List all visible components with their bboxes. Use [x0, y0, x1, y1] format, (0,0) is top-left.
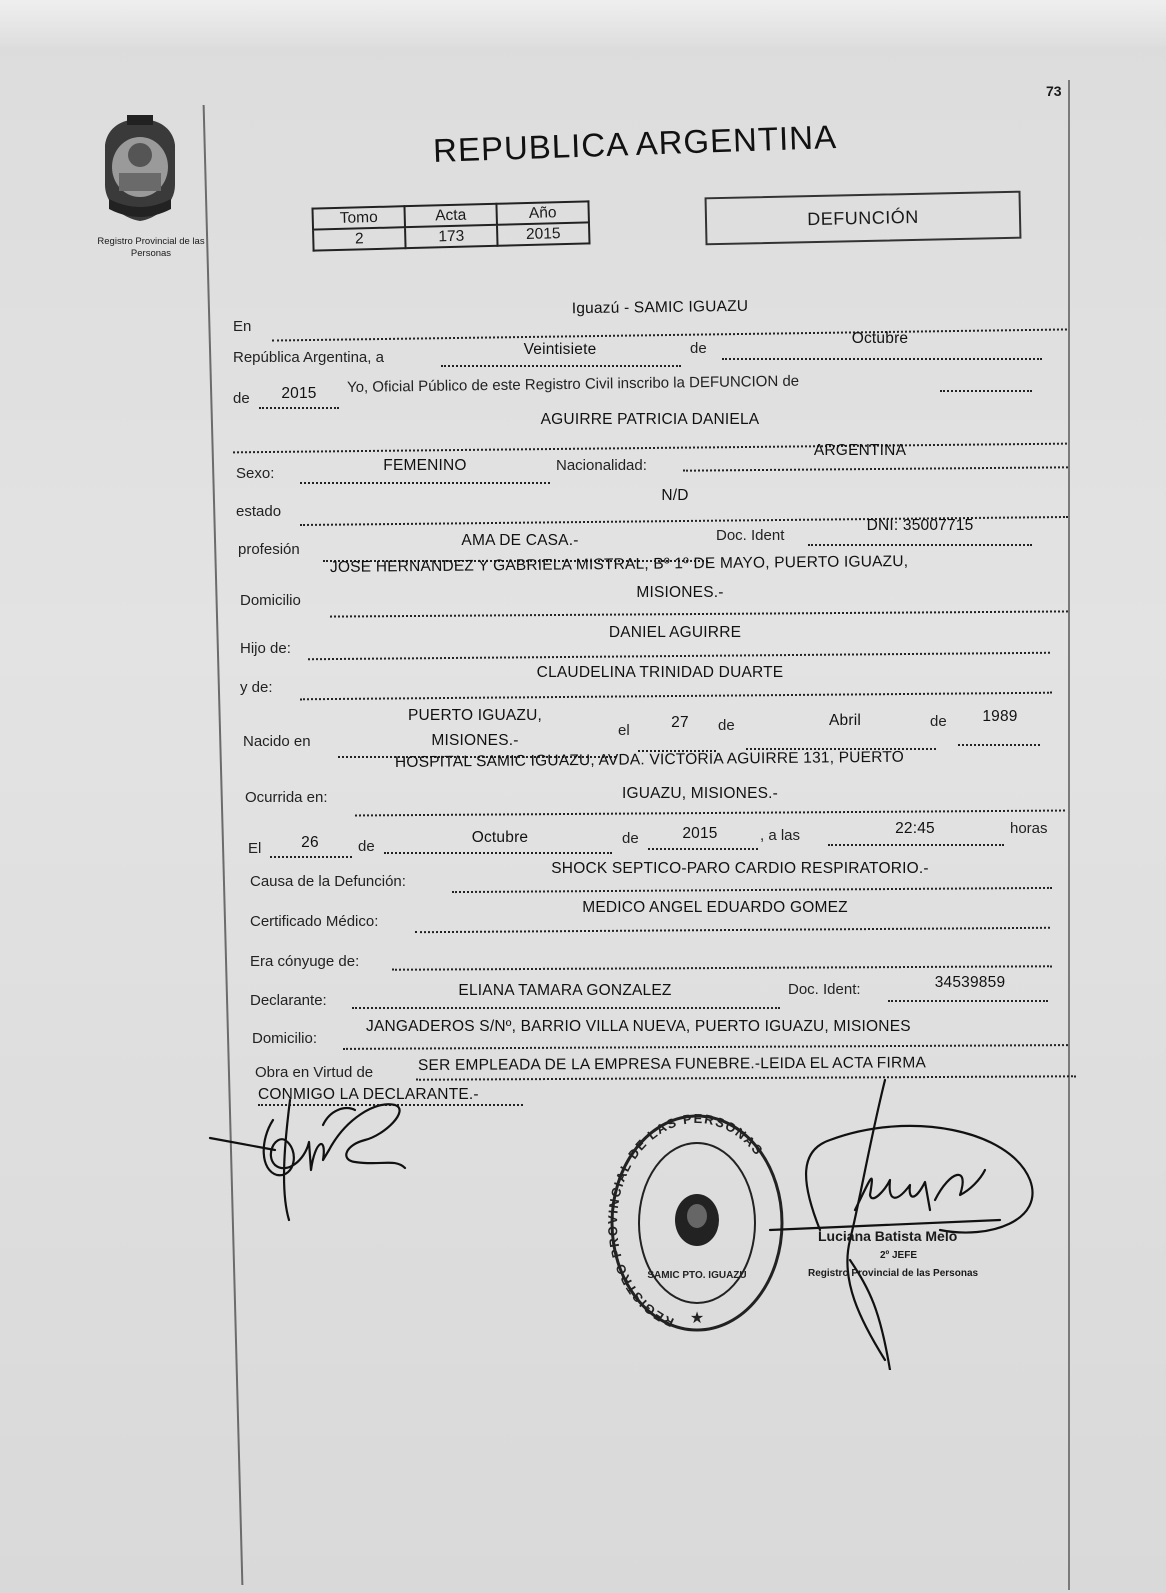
madre-line: [300, 692, 1052, 701]
padre-line: [308, 652, 1050, 660]
ocurrida-line1-value: HOSPITAL SAMIC IGUAZU, AVDA. VICTORIA AGUIRRE 131, PUERTO: [394, 748, 905, 771]
certificado-value: MEDICO ANGEL EDUARDO GOMEZ: [582, 899, 848, 916]
de-label-1: de: [690, 340, 707, 357]
de-label-3: de: [718, 717, 735, 734]
birth-month-value: Abril: [828, 712, 861, 729]
death-time-value: 22:45: [895, 820, 935, 837]
conyuge-label: Era cónyuge de:: [250, 953, 360, 970]
de-label-5: de: [358, 838, 375, 855]
ocurrida-line2-value: IGUAZU, MISIONES.-: [621, 785, 779, 802]
republica-label: República Argentina, a: [233, 349, 384, 366]
year-value: 2015: [281, 385, 317, 402]
birth-year-value: 1989: [982, 708, 1018, 725]
de-label-4: de: [930, 713, 947, 730]
ocurrida-line: [355, 810, 1065, 817]
death-day-value: 26: [301, 834, 319, 851]
birth-day-value: 27: [671, 714, 689, 731]
declarante-value: ELIANA TAMARA GONZALEZ: [458, 982, 672, 999]
yo-text: Yo, Oficial Público de este Registro Civil inscribo la DEFUNCION de: [346, 372, 800, 396]
provincial-coat-of-arms-icon: [95, 115, 185, 225]
domicilio2-label: Domicilio:: [252, 1030, 318, 1047]
de-label-6: de: [622, 830, 639, 847]
official-name: Luciana Batista Melo: [818, 1228, 958, 1244]
obra-line1-value: SER EMPLEADA DE LA EMPRESA FUNEBRE.-LEIDA EL ACTA FIRMA: [417, 1054, 927, 1074]
acta-header: Acta: [404, 204, 497, 227]
tomo-header: Tomo: [312, 206, 405, 229]
sexo-label: Sexo:: [236, 465, 275, 482]
profesion-value: AMA DE CASA.-: [461, 532, 579, 549]
death-day-line: [270, 856, 352, 858]
sexo-line: [300, 482, 550, 484]
nacionalidad-line: [683, 466, 1068, 471]
de-label-2: de: [233, 390, 250, 407]
el-label: el: [618, 722, 630, 739]
official-office: Registro Provincial de las Personas: [808, 1268, 979, 1279]
page-title: REPUBLICA ARGENTINA: [432, 117, 838, 170]
nacionalidad-value: ARGENTINA: [813, 442, 907, 459]
causa-value: SHOCK SEPTICO-PARO CARDIO RESPIRATORIO.-: [551, 860, 929, 877]
death-month-line: [384, 852, 612, 854]
doc2-value: 34539859: [934, 974, 1006, 991]
ocurrida-en-label: Ocurrida en:: [245, 789, 328, 806]
stamp-inner-text: SAMIC PTO. IGUAZU: [647, 1270, 747, 1281]
nacionalidad-label: Nacionalidad:: [556, 457, 647, 474]
certificado-label: Certificado Médico:: [250, 913, 379, 930]
death-year-value: 2015: [682, 825, 718, 842]
doc-ident-label: Doc. Ident: [716, 527, 785, 544]
domicilio-line2-value: MISIONES.-: [636, 584, 724, 601]
doc-ident-line: [808, 544, 1032, 546]
day-line: [441, 365, 681, 367]
page-number: 73: [1046, 83, 1062, 99]
causa-line: [452, 887, 1052, 893]
padre-value: DANIEL AGUIRRE: [608, 624, 742, 641]
doc2-label: Doc. Ident:: [788, 981, 861, 998]
hijo-de-label: Hijo de:: [240, 640, 291, 657]
month-line: [722, 358, 1042, 360]
causa-label: Causa de la Defunción:: [250, 873, 406, 890]
declarante-line: [352, 1007, 780, 1009]
declarant-signature: [205, 1080, 425, 1230]
horas-label: horas: [1010, 820, 1048, 837]
certificado-line: [415, 927, 1050, 933]
tomo-acta-anio-table: [311, 200, 590, 251]
death-year-line: [648, 848, 758, 850]
right-rule: [1068, 80, 1070, 1590]
tomo-value: 2: [313, 227, 406, 250]
conyuge-line: [392, 965, 1052, 970]
a-las-label: , a las: [760, 827, 801, 844]
en-label: En: [233, 318, 252, 335]
anio-value: 2015: [497, 222, 590, 245]
domicilio-line: [330, 610, 1068, 617]
record-type: DEFUNCIÓN: [807, 206, 919, 230]
year-line: [259, 407, 339, 409]
nacido-line1-value: PUERTO IGUAZU,: [408, 707, 542, 724]
death-time-line: [828, 844, 1004, 846]
deceased-name-value: AGUIRRE PATRICIA DANIELA: [540, 411, 760, 428]
official-title: 2º JEFE: [880, 1250, 918, 1261]
madre-value: CLAUDELINA TRINIDAD DUARTE: [536, 664, 784, 681]
yo-end-line: [940, 390, 1032, 392]
nacido-line2-value: MISIONES.-: [431, 732, 519, 749]
sexo-value: FEMENINO: [383, 457, 467, 474]
doc2-line: [888, 1000, 1048, 1002]
acta-value: 173: [405, 225, 498, 248]
obra-label: Obra en Virtud de: [255, 1064, 374, 1081]
stamp-outer-text: REGISTRO PROVINCIAL DE LAS PERSONAS: [604, 1110, 767, 1331]
stamp-star-icon: ★: [689, 1310, 705, 1327]
obra-line2-value: CONMIGO LA DECLARANTE.-: [258, 1086, 479, 1103]
issuer-caption: Registro Provincial de las Personas: [97, 236, 205, 259]
month-value: Octubre: [851, 330, 909, 347]
domicilio2-value: JANGADEROS S/Nº, BARRIO VILLA NUEVA, PUERTO IGUAZU, MISIONES: [366, 1018, 911, 1035]
doc-ident-value: DNI: 35007715: [866, 517, 974, 534]
domicilio-line1-value: JOSE HERNANDEZ Y GABRIELA MISTRAL, Bº 1º DE MAYO, PUERTO IGUAZU,: [329, 552, 909, 576]
birth-year-line: [958, 744, 1040, 746]
death-month-value: Octubre: [471, 829, 529, 846]
y-de-label: y de:: [240, 679, 273, 696]
profesion-label: profesión: [238, 541, 300, 558]
estado-label: estado: [236, 503, 282, 520]
page-top-edge: [0, 0, 1166, 46]
declarante-label: Declarante:: [250, 992, 327, 1009]
record-type-box: [705, 191, 1022, 246]
official-signature: [760, 1070, 1050, 1370]
estado-value: N/D: [661, 487, 689, 504]
el2-label: El: [248, 840, 262, 857]
day-word-value: Veintisiete: [523, 341, 597, 358]
domicilio-label: Domicilio: [240, 592, 301, 609]
place-value: Iguazú - SAMIC IGUAZU: [571, 297, 749, 318]
domicilio2-line: [343, 1044, 1068, 1050]
anio-header: Año: [496, 201, 589, 224]
nacido-en-label: Nacido en: [243, 733, 311, 750]
